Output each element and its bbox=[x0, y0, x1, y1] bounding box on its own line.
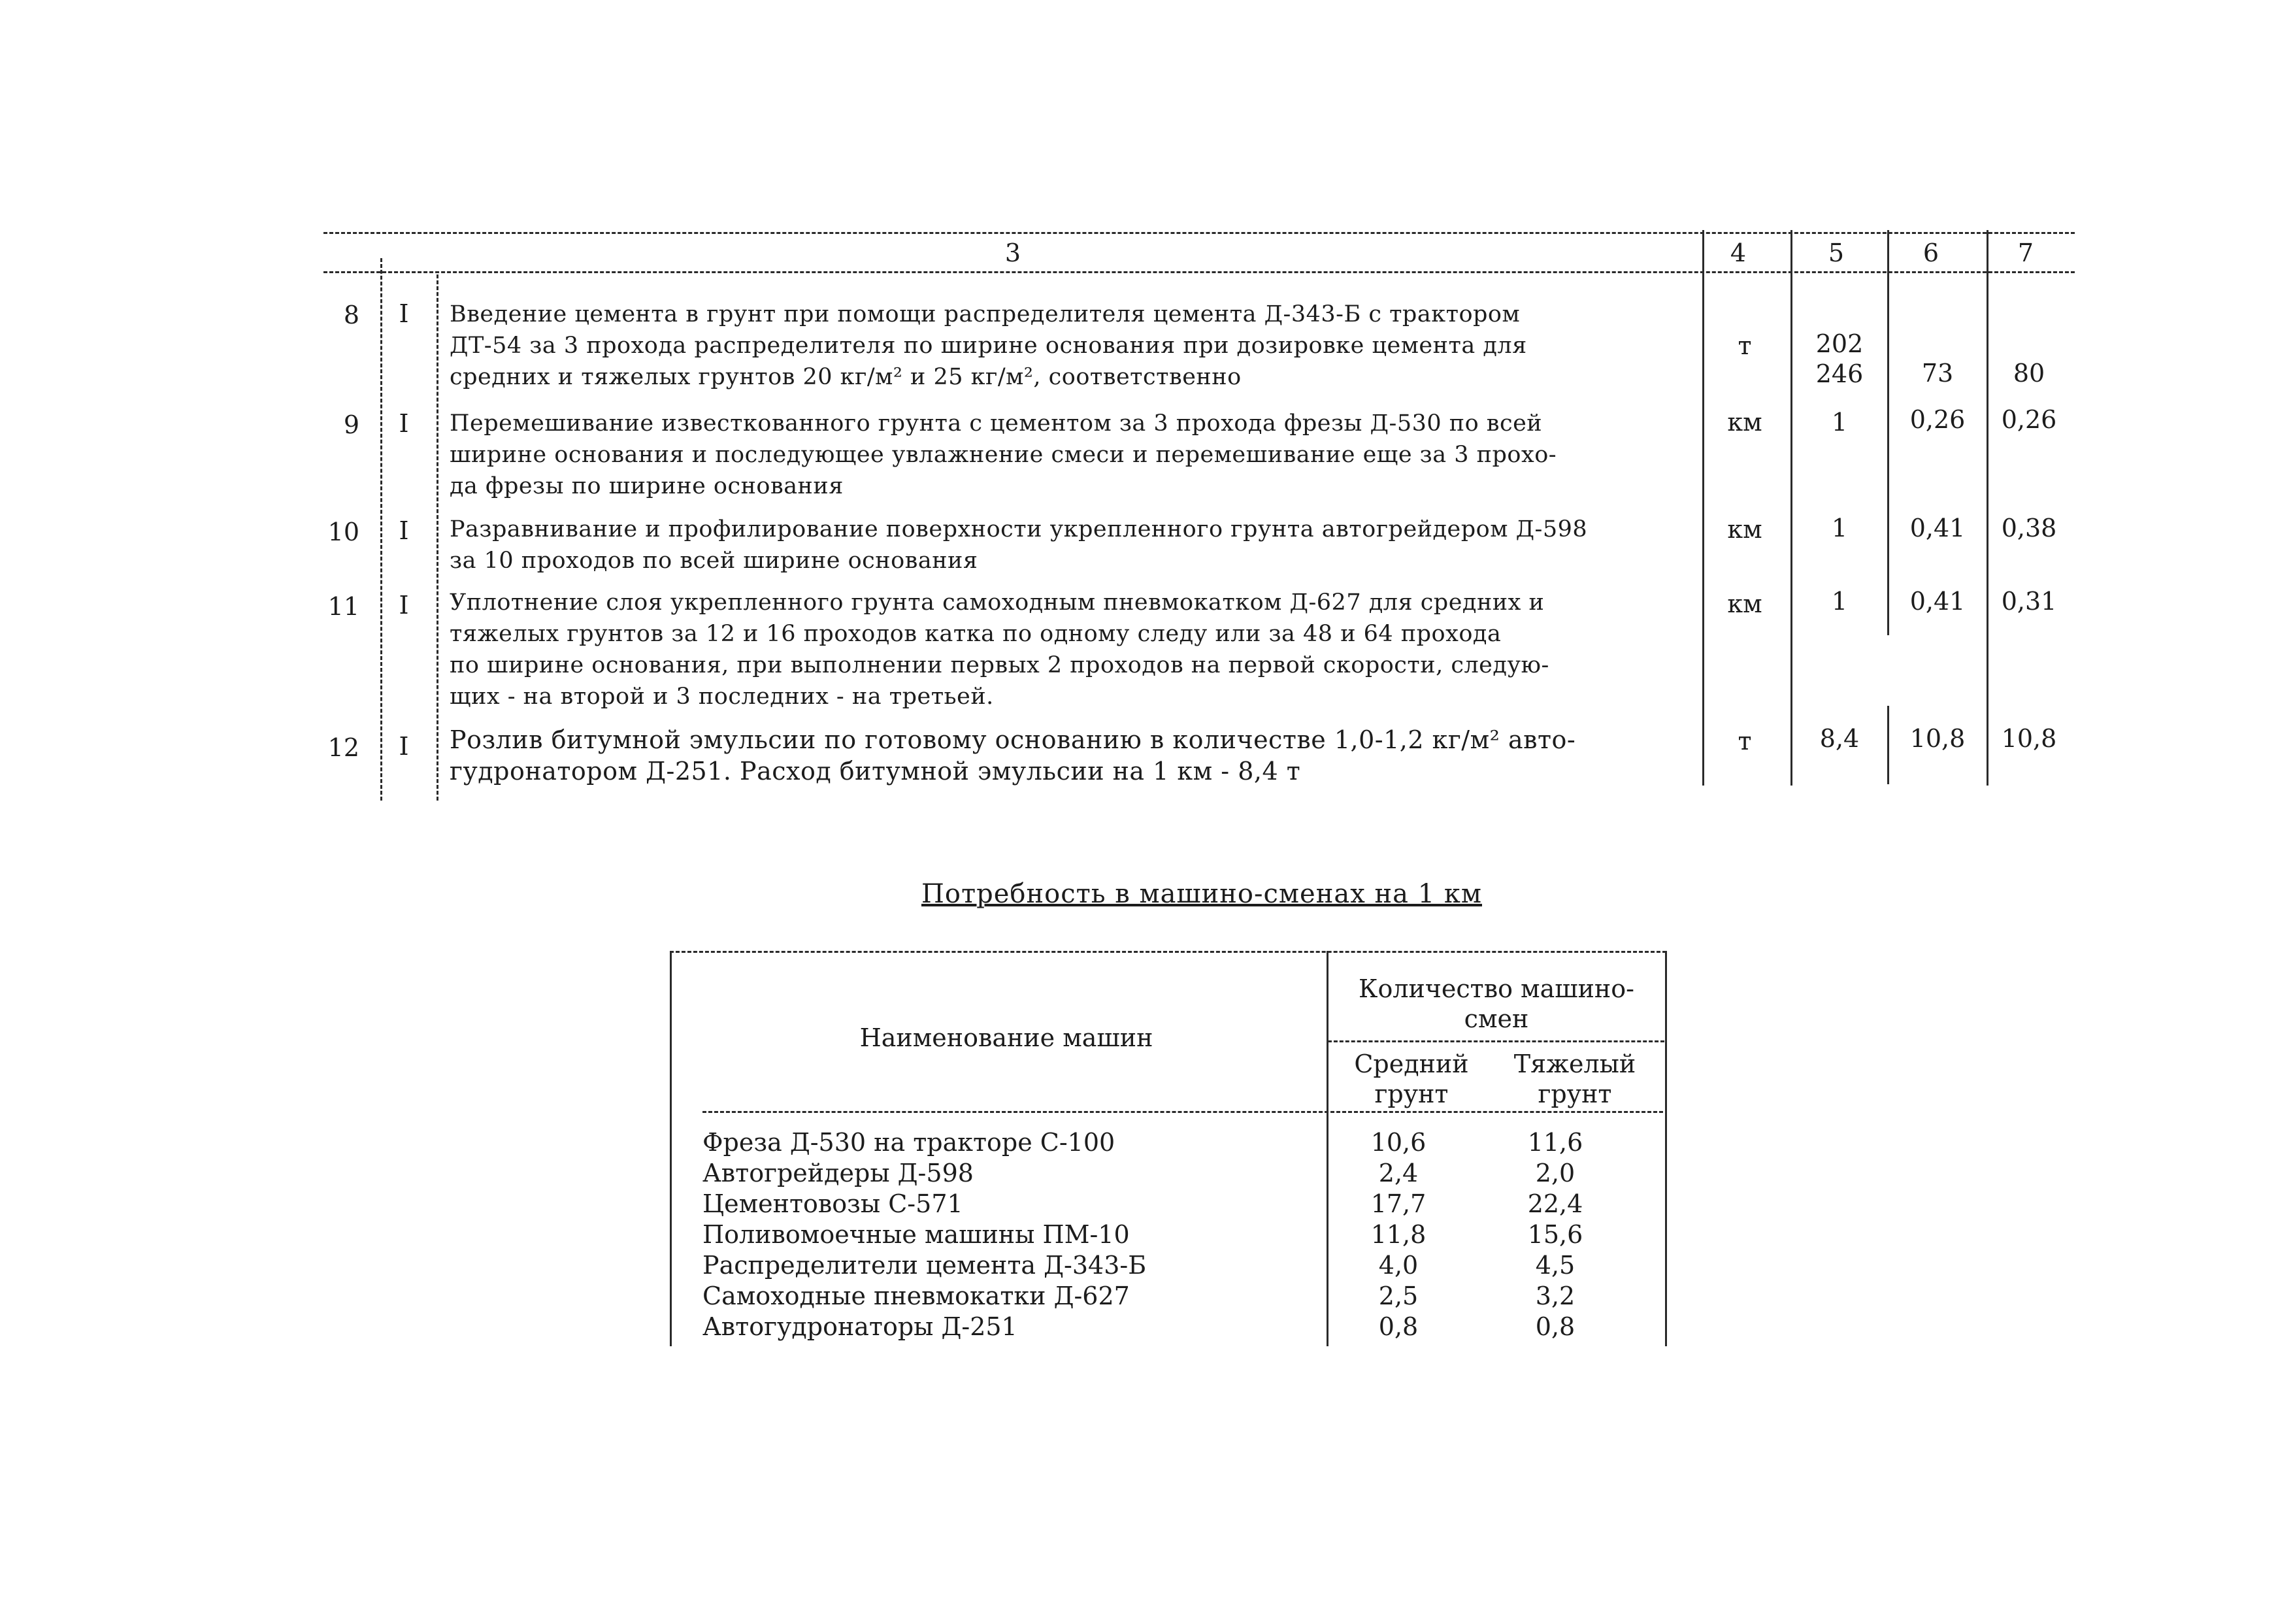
row-col6: 73 bbox=[1921, 359, 1954, 388]
row-mark: I bbox=[399, 409, 409, 438]
table-right-rule bbox=[1665, 951, 1667, 1346]
medium-soil-values bbox=[1346, 1127, 1451, 1342]
description-line: Уплотнение слоя укрепленного грунта самоходным пневмокатком Д-627 для средних и bbox=[450, 589, 1545, 616]
heavy-value: 2,0 bbox=[1535, 1159, 1575, 1187]
row-unit: т bbox=[1738, 331, 1752, 360]
medium-value: 2,5 bbox=[1378, 1282, 1419, 1310]
col-header-5: 5 bbox=[1828, 239, 1845, 267]
medium-value: 4,0 bbox=[1378, 1251, 1419, 1280]
row-number: 11 bbox=[327, 592, 359, 621]
table-top-rule bbox=[323, 232, 2075, 234]
description-line: Разравнивание и профилирование поверхности укрепленного грунта автогрейдером Д-598 bbox=[450, 516, 1588, 542]
row-description bbox=[450, 587, 1691, 712]
row-mark: I bbox=[399, 516, 409, 545]
machine-name: Фреза Д-530 на тракторе С-100 bbox=[702, 1128, 1115, 1157]
heavy-value: 0,8 bbox=[1535, 1312, 1575, 1341]
description-line: по ширине основания, при выполнении первых 2 проходов на первой скорости, следую- bbox=[450, 652, 1549, 678]
row-unit: т bbox=[1738, 727, 1752, 755]
row-col7: 10,8 bbox=[2001, 724, 2057, 753]
description-line: средних и тяжелых грунтов 20 кг/м² и 25 кг/м², соответственно bbox=[450, 364, 1242, 390]
table-left-rule bbox=[670, 951, 672, 1346]
description-line: ширине основания и последующее увлажнение смеси и перемешивание еще за 3 прохо- bbox=[450, 442, 1557, 468]
heavy-value: 3,2 bbox=[1535, 1282, 1575, 1310]
row-col7: 0,31 bbox=[2001, 587, 2057, 616]
col-rule bbox=[1887, 230, 1889, 635]
row-description bbox=[450, 408, 1691, 502]
description-line: за 10 проходов по всей ширине основания bbox=[450, 548, 978, 574]
medium-value: 2,4 bbox=[1378, 1159, 1419, 1187]
row-col6: 0,26 bbox=[1909, 405, 1966, 434]
description-line: Введение цемента в грунт при помощи распределителя цемента Д-343-Б с трактором bbox=[450, 301, 1521, 327]
table-top-rule bbox=[670, 951, 1666, 953]
name-column-header: Наименование машин bbox=[859, 1023, 1153, 1052]
row-unit: км bbox=[1727, 589, 1762, 618]
row-col7: 0,26 bbox=[2001, 405, 2057, 434]
description-line: Перемешивание известкованного грунта с цементом за 3 прохода фрезы Д-530 по всей bbox=[450, 410, 1543, 437]
machine-names-list bbox=[702, 1127, 1146, 1342]
heavy-value: 4,5 bbox=[1535, 1251, 1575, 1280]
row-col5 bbox=[1804, 329, 1875, 389]
col5-value: 202 bbox=[1815, 329, 1864, 358]
machine-name: Распределители цемента Д-343-Б bbox=[702, 1251, 1147, 1280]
col-header-3: 3 bbox=[1004, 239, 1021, 267]
description-line: гудронатором Д-251. Расход битумной эмульсии на 1 км - 8,4 т bbox=[450, 757, 1301, 786]
machine-name: Автогрейдеры Д-598 bbox=[702, 1159, 974, 1187]
machine-name: Автогудронаторы Д-251 bbox=[702, 1312, 1017, 1341]
heavy-soil-values bbox=[1503, 1127, 1608, 1342]
description-line: ДТ-54 за 3 прохода распределителя по ширине основания при дозировке цемента для bbox=[450, 333, 1527, 359]
heavy-value: 15,6 bbox=[1527, 1220, 1583, 1249]
description-line: тяжелых грунтов за 12 и 16 проходов катка по одному следу или за 48 и 64 прохода bbox=[450, 621, 1502, 647]
machine-name: Цементовозы С-571 bbox=[702, 1189, 963, 1218]
row-col6: 0,41 bbox=[1909, 587, 1966, 616]
row-col7: 0,38 bbox=[2001, 514, 2057, 542]
medium-value: 0,8 bbox=[1378, 1312, 1419, 1341]
description-line: да фрезы по ширине основания bbox=[450, 473, 844, 499]
col-header-7: 7 bbox=[2017, 239, 2034, 267]
col-header-4: 4 bbox=[1730, 239, 1747, 267]
col-rule bbox=[1702, 230, 1704, 786]
medium-value: 10,6 bbox=[1370, 1128, 1427, 1157]
description-line: Розлив битумной эмульсии по готовому основанию в количестве 1,0-1,2 кг/м² авто- bbox=[450, 725, 1576, 754]
row-col5: 8,4 bbox=[1819, 724, 1860, 753]
medium-soil-header: Средний грунт bbox=[1354, 1050, 1469, 1108]
row-unit: км bbox=[1727, 515, 1762, 544]
row-mark: I bbox=[399, 299, 409, 328]
col-rule bbox=[1987, 230, 1988, 786]
row-number: 8 bbox=[343, 301, 359, 329]
row-number: 9 bbox=[343, 410, 359, 439]
row-number: 10 bbox=[327, 518, 359, 546]
header-bottom-rule bbox=[702, 1111, 1663, 1113]
row-number: 12 bbox=[327, 733, 359, 762]
row-mark: I bbox=[399, 732, 409, 761]
row-col5: 1 bbox=[1831, 587, 1848, 616]
medium-value: 11,8 bbox=[1370, 1220, 1427, 1249]
col-header-6: 6 bbox=[1922, 239, 1939, 267]
row-description bbox=[450, 514, 1691, 576]
machine-name: Поливомоечные машины ПМ-10 bbox=[702, 1220, 1130, 1249]
col-rule bbox=[380, 258, 382, 801]
col-rule bbox=[1887, 706, 1889, 784]
heavy-value: 11,6 bbox=[1527, 1128, 1583, 1157]
row-mark: I bbox=[399, 591, 409, 620]
table-header-rule bbox=[323, 271, 2075, 273]
heavy-value: 22,4 bbox=[1527, 1189, 1583, 1218]
col-rule bbox=[1327, 951, 1328, 1346]
row-col6: 10,8 bbox=[1909, 724, 1966, 753]
description-line: щих - на второй и 3 последних - на третьей. bbox=[450, 684, 994, 710]
row-col6: 0,41 bbox=[1909, 514, 1966, 542]
col5-value: 246 bbox=[1815, 359, 1864, 388]
subheader-rule bbox=[1328, 1040, 1664, 1042]
col-rule bbox=[1790, 230, 1792, 786]
row-col7: 80 bbox=[2013, 359, 2045, 388]
section-subtitle: Потребность в машино-сменах на 1 км bbox=[921, 879, 1482, 909]
heavy-soil-header: Тяжелый грунт bbox=[1513, 1050, 1636, 1108]
row-description bbox=[450, 299, 1691, 393]
quantity-column-header: Количество машино-смен bbox=[1359, 974, 1634, 1033]
col-rule bbox=[437, 274, 438, 801]
row-col5: 1 bbox=[1831, 408, 1848, 437]
row-col5: 1 bbox=[1831, 514, 1848, 542]
medium-value: 17,7 bbox=[1370, 1189, 1427, 1218]
machine-name: Самоходные пневмокатки Д-627 bbox=[702, 1282, 1130, 1310]
row-unit: км bbox=[1727, 408, 1762, 437]
row-description bbox=[450, 724, 1691, 787]
